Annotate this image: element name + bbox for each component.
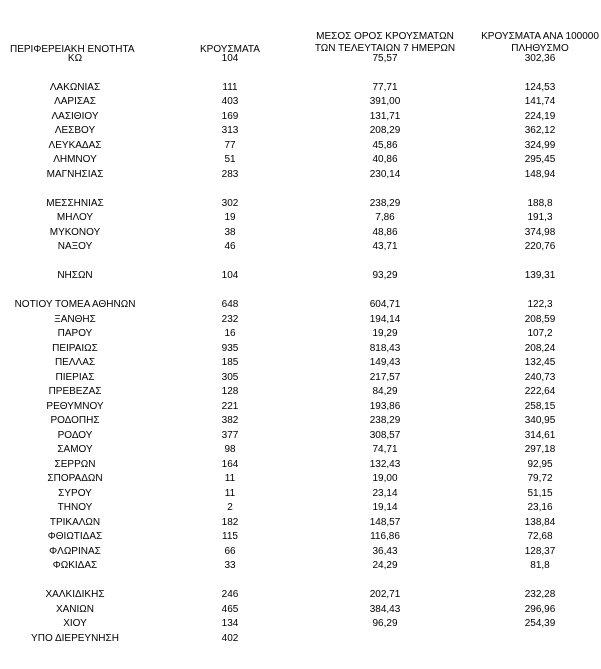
average-cell: 43,71	[372, 241, 398, 252]
per-100000-cell: 72,68	[527, 531, 553, 542]
cases-cell: 164	[221, 459, 239, 470]
cases-cell: 246	[221, 589, 239, 600]
average-cell: 23,14	[372, 488, 398, 499]
region-cell: ΦΛΩΡΙΝΑΣ	[49, 546, 101, 557]
region-cell: ΣΠΟΡΑΔΩΝ	[47, 473, 103, 484]
per-100000-cell	[466, 632, 601, 646]
region-cell: ΡΟΔΟΥ	[57, 430, 93, 441]
header-region: ΠΕΡΙΦΕΡΕΙΑΚΗ ΕΝΟΤΗΤΑ	[10, 44, 135, 55]
average-cell: 40,86	[372, 154, 398, 165]
per-100000-cell: 188,8	[527, 198, 553, 209]
header-average-line2: ΤΩΝ ΤΕΛΕΥΤΑΙΩΝ 7 ΗΜΕΡΩΝ	[314, 43, 456, 54]
per-100000-cell: 302,36	[524, 53, 556, 64]
cases-cell: 77	[224, 140, 236, 151]
region-cell: ΛΑΡΙΣΑΣ	[54, 96, 96, 107]
average-cell: 148,57	[369, 517, 401, 528]
average-cell: 7,86	[375, 212, 395, 223]
average-cell: 93,29	[372, 270, 398, 281]
region-cell: ΧΙΟΥ	[63, 618, 87, 629]
average-cell: 96,29	[372, 618, 398, 629]
average-cell: 84,29	[372, 386, 398, 397]
table-row	[0, 298, 601, 312]
table-row	[0, 81, 601, 95]
per-100000-cell: 222,64	[524, 386, 556, 397]
per-100000-cell: 254,39	[524, 618, 556, 629]
region-cell: ΧΑΝΙΩΝ	[55, 604, 95, 615]
average-cell: 77,71	[372, 82, 398, 93]
per-100000-cell: 232,28	[524, 589, 556, 600]
table-row	[0, 588, 601, 602]
average-cell: 131,71	[369, 111, 401, 122]
per-100000-cell: 141,74	[524, 96, 556, 107]
cases-cell: 11	[224, 473, 236, 484]
table-row	[0, 226, 601, 240]
cases-cell: 128	[221, 386, 239, 397]
per-100000-cell: 314,61	[524, 430, 556, 441]
region-cell: ΠΑΡΟΥ	[57, 328, 93, 339]
table-row	[0, 414, 601, 428]
average-cell: 308,57	[369, 430, 401, 441]
per-100000-cell: 139,31	[524, 270, 556, 281]
cases-cell: 232	[221, 314, 239, 325]
per-100000-cell: 191,3	[527, 212, 553, 223]
region-cell: ΥΠΟ ΔΙΕΡΕΥΝΗΣΗ	[31, 633, 119, 644]
cases-cell: 98	[224, 444, 236, 455]
per-100000-cell: 81,8	[530, 560, 550, 571]
average-cell: 24,29	[372, 560, 398, 571]
region-cell: ΛΑΚΩΝΙΑΣ	[49, 82, 101, 93]
cases-cell: 182	[221, 517, 239, 528]
cases-cell: 2	[227, 502, 233, 513]
per-100000-cell: 128,37	[524, 546, 556, 557]
table-row	[0, 429, 601, 443]
table-row	[0, 617, 601, 631]
average-cell: 194,14	[369, 314, 401, 325]
table-row	[0, 487, 601, 501]
average-cell: 238,29	[369, 198, 401, 209]
table-row	[0, 153, 601, 167]
average-cell: 19,14	[372, 502, 398, 513]
average-cell: 45,86	[372, 140, 398, 151]
header-per-line1: ΚΡΟΥΣΜΑΤΑ ΑΝΑ 100000	[481, 31, 599, 42]
cases-cell: 169	[221, 111, 239, 122]
region-cell: ΚΩ	[67, 53, 83, 64]
region-cell: ΠΕΙΡΑΙΩΣ	[52, 343, 98, 354]
table-row	[0, 371, 601, 385]
region-cell: ΛΑΣΙΘΙΟΥ	[51, 111, 99, 122]
cases-cell: 305	[221, 372, 239, 383]
table-row	[0, 95, 601, 109]
table-row	[0, 443, 601, 457]
table-row	[0, 139, 601, 153]
region-cell: ΡΟΔΟΠΗΣ	[50, 415, 100, 426]
average-cell: 116,86	[370, 531, 400, 542]
cases-cell: 403	[221, 96, 239, 107]
table-row	[0, 327, 601, 341]
cases-cell: 115	[222, 531, 238, 542]
region-cell: ΛΕΣΒΟΥ	[54, 125, 96, 136]
table-row	[0, 458, 601, 472]
cases-cell: 935	[221, 343, 239, 354]
per-100000-cell: 224,19	[524, 111, 556, 122]
table-row	[0, 124, 601, 138]
region-cell: ΜΑΓΝΗΣΙΑΣ	[46, 169, 104, 180]
average-cell: 208,29	[369, 125, 401, 136]
cases-cell: 104	[221, 53, 239, 64]
per-100000-cell: 240,73	[524, 372, 556, 383]
table-row	[0, 603, 601, 617]
average-cell: 132,43	[369, 459, 401, 470]
table-row	[0, 632, 601, 646]
per-100000-cell: 362,12	[524, 125, 556, 136]
cases-cell: 11	[224, 488, 236, 499]
table-row	[0, 52, 601, 66]
region-cell: ΣΥΡΟΥ	[58, 488, 92, 499]
table-row	[0, 530, 601, 544]
cases-cell: 382	[221, 415, 239, 426]
cases-cell: 16	[224, 328, 236, 339]
table-row	[0, 501, 601, 515]
table-row	[0, 385, 601, 399]
cases-cell: 38	[224, 227, 236, 238]
table-row	[0, 356, 601, 370]
region-cell: ΛΗΜΝΟΥ	[53, 154, 97, 165]
cases-cell: 111	[222, 82, 238, 93]
table-row	[0, 168, 601, 182]
per-100000-cell: 295,45	[524, 154, 556, 165]
average-cell: 217,57	[369, 372, 401, 383]
average-cell: 384,43	[369, 604, 401, 615]
cases-cell: 313	[221, 125, 239, 136]
per-100000-cell: 79,72	[527, 473, 553, 484]
average-cell: 230,14	[369, 169, 401, 180]
average-cell: 74,71	[372, 444, 398, 455]
average-cell: 604,71	[369, 299, 401, 310]
region-cell: ΜΥΚΟΝΟΥ	[49, 227, 101, 238]
region-cell: ΤΡΙΚΑΛΩΝ	[49, 517, 101, 528]
table-row	[0, 400, 601, 414]
per-100000-cell: 23,16	[527, 502, 553, 513]
per-100000-cell: 258,15	[524, 401, 556, 412]
average-cell	[310, 632, 460, 646]
per-100000-cell: 132,45	[524, 357, 556, 368]
per-100000-cell: 208,59	[524, 314, 556, 325]
per-100000-cell: 208,24	[524, 343, 556, 354]
region-cell: ΠΕΛΛΑΣ	[54, 357, 96, 368]
region-cell: ΠΙΕΡΙΑΣ	[55, 372, 95, 383]
average-cell: 193,86	[369, 401, 401, 412]
table-row	[0, 342, 601, 356]
cases-cell: 33	[224, 560, 236, 571]
cases-cell: 66	[224, 546, 236, 557]
region-cell: ΦΘΙΩΤΙΔΑΣ	[47, 531, 103, 542]
table-row	[0, 545, 601, 559]
region-cell: ΞΑΝΘΗΣ	[54, 314, 96, 325]
table-row	[0, 240, 601, 254]
header-cases: ΚΡΟΥΣΜΑΤΑ	[200, 44, 260, 55]
per-100000-cell: 324,99	[524, 140, 556, 151]
average-cell: 202,71	[369, 589, 401, 600]
cases-cell: 283	[221, 169, 239, 180]
region-cell: ΣΑΜΟΥ	[57, 444, 93, 455]
table-row	[0, 110, 601, 124]
region-cell: ΛΕΥΚΑΔΑΣ	[48, 140, 102, 151]
per-100000-cell: 374,98	[524, 227, 556, 238]
per-100000-cell: 92,95	[527, 459, 553, 470]
region-cell: ΝΗΣΩΝ	[57, 270, 93, 281]
cases-cell: 19	[224, 212, 236, 223]
region-cell: ΜΗΛΟΥ	[56, 212, 94, 223]
average-cell: 149,43	[369, 357, 401, 368]
per-100000-cell: 297,18	[524, 444, 556, 455]
region-cell: ΦΩΚΙΔΑΣ	[52, 560, 98, 571]
region-cell: ΝΑΞΟΥ	[57, 241, 93, 252]
average-cell: 19,00	[372, 473, 398, 484]
average-cell: 391,00	[369, 96, 401, 107]
table-row	[0, 559, 601, 573]
table-row	[0, 197, 601, 211]
cases-cell: 221	[221, 401, 239, 412]
cases-cell: 377	[221, 430, 239, 441]
table-row	[0, 269, 601, 283]
region-cell: ΧΑΛΚΙΔΙΚΗΣ	[45, 589, 105, 600]
region-cell: ΝΟΤΙΟΥ ΤΟΜΕΑ ΑΘΗΝΩΝ	[14, 299, 136, 310]
region-cell: ΠΡΕΒΕΖΑΣ	[48, 386, 102, 397]
per-100000-cell: 220,76	[524, 241, 556, 252]
cases-cell: 185	[221, 357, 239, 368]
cases-cell: 402	[221, 633, 239, 644]
cases-cell: 104	[221, 270, 239, 281]
region-cell: ΣΕΡΡΩΝ	[54, 459, 96, 470]
average-cell: 238,29	[369, 415, 401, 426]
average-cell: 48,86	[372, 227, 398, 238]
cases-cell: 302	[221, 198, 239, 209]
average-cell: 36,43	[372, 546, 398, 557]
average-cell: 818,43	[369, 343, 401, 354]
region-cell: ΡΕΘΥΜΝΟΥ	[46, 401, 104, 412]
per-100000-cell: 51,15	[527, 488, 553, 499]
cases-cell: 51	[224, 154, 236, 165]
table-row	[0, 313, 601, 327]
per-100000-cell: 124,53	[524, 82, 556, 93]
per-100000-cell: 296,96	[524, 604, 556, 615]
cases-cell: 134	[221, 618, 239, 629]
table-row	[0, 211, 601, 225]
per-100000-cell: 122,3	[527, 299, 553, 310]
cases-cell: 46	[224, 241, 236, 252]
per-100000-cell: 107,2	[527, 328, 553, 339]
table-row	[0, 516, 601, 530]
average-cell: 75,57	[372, 53, 398, 64]
per-100000-cell: 148,94	[524, 169, 556, 180]
per-100000-cell: 138,84	[524, 517, 556, 528]
cases-cell: 465	[221, 604, 239, 615]
region-cell: ΤΗΝΟΥ	[57, 502, 93, 513]
header-average-line1: ΜΕΣΟΣ ΟΡΟΣ ΚΡΟΥΣΜΑΤΩΝ	[316, 31, 454, 42]
table-row	[0, 472, 601, 486]
region-cell: ΜΕΣΣΗΝΙΑΣ	[46, 198, 104, 209]
per-100000-cell: 340,95	[524, 415, 556, 426]
average-cell: 19,29	[372, 328, 398, 339]
header-per-line2: ΠΛΗΘΥΣΜΟ	[511, 43, 569, 54]
cases-cell: 648	[221, 299, 239, 310]
